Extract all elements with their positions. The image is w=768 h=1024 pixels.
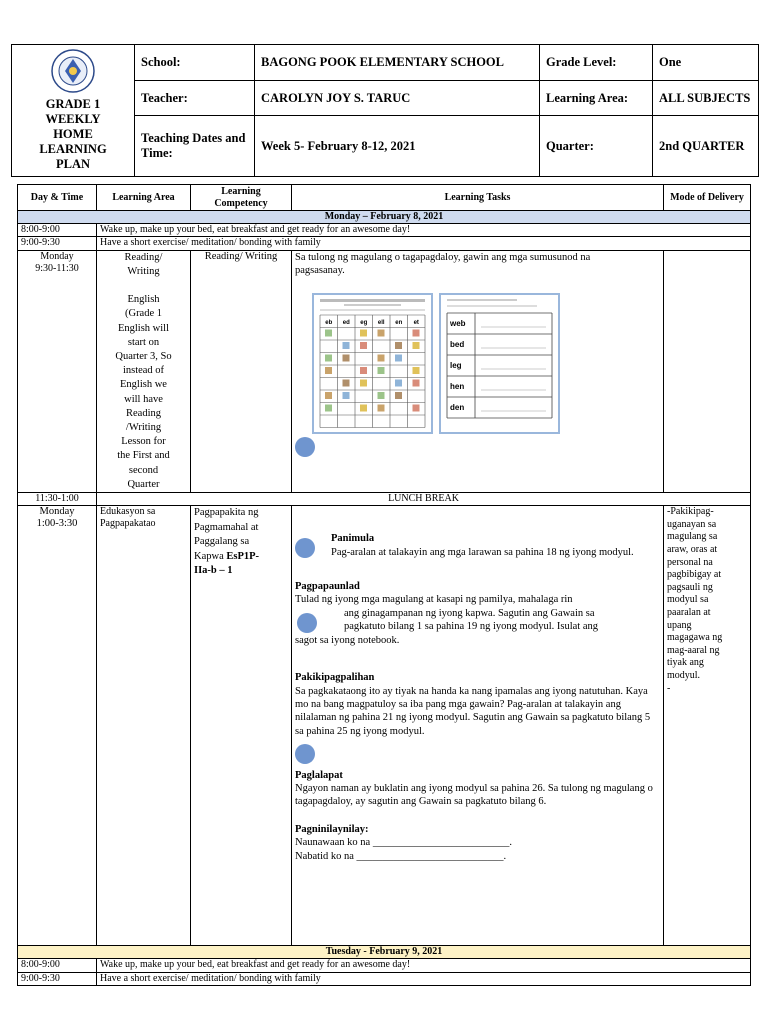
worksheet-word-mark: den xyxy=(450,402,465,412)
worksheet-header-mark: en xyxy=(395,319,403,326)
worksheet-picture-mark xyxy=(413,367,420,374)
worksheet-word-mark: hen xyxy=(450,381,465,391)
bullet-dot-icon xyxy=(297,613,317,633)
worksheet-picture-mark xyxy=(413,329,420,336)
row-time: 8:00-9:00 xyxy=(18,224,97,237)
worksheet-word-mark: leg xyxy=(450,360,462,370)
worksheet-picture-mark xyxy=(378,354,385,361)
row-time: 9:00-9:30 xyxy=(18,972,97,985)
pagpapaunlad-line: Tulad ng iyong mga magulang at kasapi ng pamilya, mahalaga rin xyxy=(295,594,573,606)
plan-title-line: LEARNING xyxy=(39,142,107,156)
dates-label: Teaching Dates and Time: xyxy=(135,116,255,177)
deped-seal-icon xyxy=(51,49,95,93)
pagpapaunlad-heading: Pagpapaunlad xyxy=(295,581,360,593)
mode-cell-empty xyxy=(664,250,751,492)
worksheet-picture-mark xyxy=(360,367,367,374)
worksheet-picture-mark xyxy=(413,342,420,349)
paglalapat-text: Ngayon naman ay buklatin ang iyong modyul sa pahina 26. Sa tulong ng magulang o tagapagdaloy, ay sagutin ang Gawain sa pagkatuto bilang 6. xyxy=(295,782,653,808)
row-time: 8:00-9:00 xyxy=(18,959,97,972)
plan-table xyxy=(17,184,751,986)
worksheet-picture-mark xyxy=(395,342,402,349)
worksheet-word-mark: bed xyxy=(450,339,465,349)
worksheet-picture-mark xyxy=(378,367,385,374)
worksheet-picture-mark xyxy=(378,404,385,411)
worksheet-picture-mark xyxy=(378,329,385,336)
worksheet-header-mark: ell xyxy=(377,319,385,326)
panimula-text xyxy=(295,546,660,559)
column-header: Mode of Delivery xyxy=(664,185,751,211)
worksheet-picture-mark xyxy=(395,379,402,386)
panimula-heading: Panimula xyxy=(331,533,375,545)
school-value: BAGONG POOK ELEMENTARY SCHOOL xyxy=(255,45,540,81)
row-time: Monday 1:00-3:30 xyxy=(18,506,97,946)
worksheet-image-2 xyxy=(439,293,560,434)
dates-value: Week 5- February 8-12, 2021 xyxy=(255,116,540,177)
worksheet-picture-mark xyxy=(378,392,385,399)
tuesday-day-header: Tuesday - February 9, 2021 xyxy=(18,946,751,959)
bullet-dot-icon xyxy=(295,744,315,764)
row-task: Wake up, make up your bed, eat breakfast and get ready for an awesome day! xyxy=(97,224,751,237)
teacher-label: Teacher: xyxy=(135,80,255,116)
worksheet-picture-mark xyxy=(325,367,332,374)
teacher-value: CAROLYN JOY S. TARUC xyxy=(255,80,540,116)
worksheet-header-mark: ed xyxy=(342,319,350,326)
worksheet-picture-mark xyxy=(325,354,332,361)
plan-title-line: PLAN xyxy=(55,157,91,171)
reading-task-text: Sa tulong ng magulang o tagapagdaloy, gawin ang mga sumusunod na pagsasanay. xyxy=(295,251,591,276)
competency-text: Pagpapakita ng Pagmamahal at Paggalang sa Kapwa xyxy=(194,507,259,562)
worksheet-header-mark: et xyxy=(413,319,419,326)
pagninilay-line: Naunawaan ko na __________________________. xyxy=(295,837,512,849)
esp-task-cell xyxy=(292,506,664,946)
pakikipagpalihan-heading: Pakikipagpalihan xyxy=(295,672,375,684)
worksheet-picture-mark xyxy=(395,392,402,399)
worksheet-picture-mark xyxy=(343,354,350,361)
plan-title-cell xyxy=(12,45,135,177)
header-table xyxy=(11,44,759,177)
row-task: Have a short exercise/ meditation/ bonding with family xyxy=(97,972,751,985)
worksheet-picture-mark xyxy=(360,379,367,386)
pagpapaunlad-line: sagot sa iyong notebook. xyxy=(295,634,400,646)
worksheet-image-1 xyxy=(312,293,433,434)
pagpapaunlad-line: pagkatuto bilang 1 sa pahina 19 ng iyong modyul. Isulat ang xyxy=(344,621,598,633)
pagpapaunlad-line: ang ginagampanan ng iyong kapwa. Sagutin ang Gawain sa xyxy=(344,607,595,619)
pakikipagpalihan-text: Sa pagkakataong ito ay tiyak na handa ka nang ipamalas ang iyong natutuhan. Kaya mo na bang magpatuloy sa iba pang mga gawain? Pag-aralan at talakayin ang nilalaman ng pahina 21 ng iyong modyul. Sagutin ang Gawain sa pagkatuto bilang 5 sa pahina 25 ng iyong modyul. xyxy=(295,685,651,737)
worksheet-picture-mark xyxy=(413,379,420,386)
area-label: Learning Area: xyxy=(540,80,653,116)
worksheet-picture-mark xyxy=(360,404,367,411)
bullet-dot-icon xyxy=(295,437,315,457)
grade-value: One xyxy=(653,45,759,81)
lunch-break: LUNCH BREAK xyxy=(97,493,751,506)
worksheet-picture-mark xyxy=(325,404,332,411)
quarter-label: Quarter: xyxy=(540,116,653,177)
worksheet-picture-mark xyxy=(360,342,367,349)
worksheet-images xyxy=(312,293,660,434)
worksheet-picture-mark xyxy=(360,329,367,336)
worksheet-picture-mark xyxy=(325,329,332,336)
row-task: Have a short exercise/ meditation/ bonding with family xyxy=(97,237,751,250)
worksheet-header-mark: eg xyxy=(360,319,368,326)
mode-of-delivery: -Pakikipag- uganayan sa magulang sa araw, oras at personal na pagbibigay at pagsauli ng modyul sa paaralan at upang magagawa ng mag-aaral ng tiyak ang modyul. - xyxy=(664,506,751,946)
row-time: Monday 9:30-11:30 xyxy=(18,250,97,492)
plan-title-line: GRADE 1 xyxy=(45,97,101,111)
column-header: Day & Time xyxy=(18,185,97,211)
plan-title-line: WEEKLY xyxy=(45,112,101,126)
learning-area-reading: Reading/ Writing English (Grade 1 English will start on Quarter 3, So instead of English we will have Reading /Writing Lesson for the First and second Quarter xyxy=(97,250,191,492)
monday-day-header: Monday – February 8, 2021 xyxy=(18,211,751,224)
grade-label: Grade Level: xyxy=(540,45,653,81)
learning-area-esp: Edukasyon sa Pagpapakatao xyxy=(97,506,191,946)
worksheet-picture-mark xyxy=(343,342,350,349)
worksheet-picture-mark xyxy=(343,379,350,386)
pagninilay-line: Nabatid ko na ____________________________. xyxy=(295,850,507,862)
quarter-value: 2nd QUARTER xyxy=(653,116,759,177)
column-header: Learning Tasks xyxy=(292,185,664,211)
competency-reading: Reading/ Writing xyxy=(191,250,292,492)
worksheet-picture-mark xyxy=(343,392,350,399)
plan-title-line: HOME xyxy=(53,127,93,141)
paglalapat-heading: Paglalapat xyxy=(295,769,343,781)
competency-esp xyxy=(191,506,292,946)
column-header: Learning Area xyxy=(97,185,191,211)
worksheet-picture-mark xyxy=(325,392,332,399)
reading-task-cell xyxy=(292,250,664,492)
row-time: 11:30-1:00 xyxy=(18,493,97,506)
worksheet-picture-mark xyxy=(413,404,420,411)
competency-code: EsP1P- IIa-b – 1 xyxy=(194,550,260,577)
area-value: ALL SUBJECTS xyxy=(653,80,759,116)
worksheet-word-mark: web xyxy=(450,318,466,328)
worksheet-header-mark: eb xyxy=(325,319,333,326)
school-label: School: xyxy=(135,45,255,81)
worksheet-picture-mark xyxy=(395,354,402,361)
pagninilay-heading: Pagninilaynilay: xyxy=(295,823,369,835)
row-task: Wake up, make up your bed, eat breakfast and get ready for an awesome day! xyxy=(97,959,751,972)
panimula-body: Pag-aralan at talakayin ang mga larawan sa pahina 18 ng iyong modyul. xyxy=(331,546,634,558)
row-time: 9:00-9:30 xyxy=(18,237,97,250)
column-header: Learning Competency xyxy=(191,185,292,211)
